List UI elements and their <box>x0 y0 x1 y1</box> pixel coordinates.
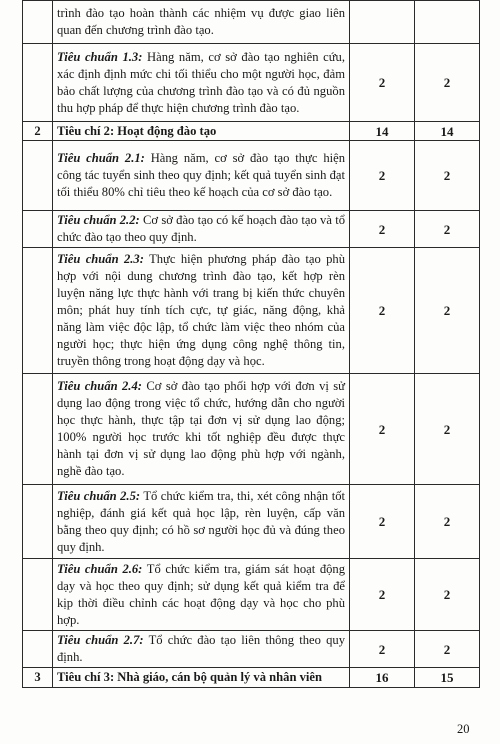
standard-label: Tiêu chuẩn 1.3: <box>57 49 143 64</box>
standard-label: Tiêu chuẩn 2.7: <box>57 633 144 647</box>
standard-description: Hàng năm, cơ sở đào tạo nghiên cứu, xác định định mức chi tối thiểu cho một người học, đảm bảo chất lượng của chương trình đào tạo và có đủ nguồn thu hợp pháp để thực hiện chương trình đào tạo. <box>57 49 345 115</box>
standard-label: Tiêu chuẩn 2.6: <box>57 561 143 576</box>
standard-label: Tiêu chuẩn 2.1: <box>57 151 145 165</box>
standard-label: Tiêu chuẩn 2.3: <box>57 252 144 266</box>
page-number: 20 <box>457 722 470 736</box>
row-number <box>23 44 53 122</box>
score-achieved: 15 <box>415 668 480 688</box>
table-row-standard-2-6 <box>23 559 480 631</box>
score-max: 2 <box>350 631 415 668</box>
row-number <box>23 631 53 668</box>
standard-text <box>53 1 350 44</box>
standard-text <box>53 559 350 631</box>
standard-description: Hàng năm, cơ sở đào tạo thực hiện công tác tuyển sinh theo quy định; kết quả tuyển sinh đạt tối thiểu 80% chỉ tiêu theo kế hoạch của cơ sở đào tạo. <box>57 151 346 199</box>
table-row-standard-2-3 <box>23 248 480 374</box>
score-achieved: 2 <box>415 374 480 485</box>
standard-description: Tổ chức đào tạo liên thông theo quy định. <box>57 633 346 664</box>
table-row-standard-2-5 <box>23 485 480 559</box>
row-number <box>23 141 53 211</box>
score-achieved: 2 <box>415 559 480 631</box>
score-max: 2 <box>350 211 415 248</box>
score-max: 2 <box>350 559 415 631</box>
table-row-criterion-2 <box>23 122 480 141</box>
criterion-number: 3 <box>23 668 53 688</box>
standard-text <box>53 141 350 211</box>
score-achieved: 2 <box>415 248 480 374</box>
score-max <box>350 1 415 44</box>
score-achieved: 2 <box>415 211 480 248</box>
row-number <box>23 559 53 631</box>
standard-description: Thực hiện phương pháp đào tạo phù hợp với nội dung chương trình đào tạo, kết hợp rèn luyện năng lực thực hành với trang bị kiến thức chuyên môn; phát huy tính tích cực, tự giác, năng động, khả năng làm việc độc lập, tổ chức làm việc theo nhóm của người học; thực hiện ứng dụng công nghệ thông tin, truyền thông trong hoạt động dạy và học. <box>57 252 346 368</box>
row-number <box>23 1 53 44</box>
criterion-title: Tiêu chí 3: Nhà giáo, cán bộ quản lý và nhân viên <box>53 668 350 688</box>
table-row-continuation <box>23 1 480 44</box>
row-number <box>23 211 53 248</box>
table-row-standard-2-7 <box>23 631 480 668</box>
score-max: 2 <box>350 374 415 485</box>
standard-description: Cơ sở đào tạo có kế hoạch đào tạo và tổ chức đào tạo theo quy định. <box>57 213 345 244</box>
criterion-number: 2 <box>23 122 53 141</box>
score-max: 2 <box>350 485 415 559</box>
score-max: 14 <box>350 122 415 141</box>
standard-text <box>53 374 350 485</box>
score-max: 2 <box>350 44 415 122</box>
standard-description: Tổ chức kiểm tra, thi, xét công nhận tốt nghiệp, đánh giá kết quả học lập, rèn luyện, cấp văn bằng theo quy định; có hồ sơ người học đủ và đúng theo quy định. <box>57 488 345 554</box>
score-achieved: 2 <box>415 141 480 211</box>
standard-text <box>53 248 350 374</box>
score-achieved: 2 <box>415 44 480 122</box>
standard-text <box>53 211 350 248</box>
standard-text <box>53 631 350 668</box>
table-row-standard-2-4 <box>23 374 480 485</box>
score-achieved <box>415 1 480 44</box>
standard-text <box>53 44 350 122</box>
evaluation-table <box>22 0 480 688</box>
score-max: 2 <box>350 141 415 211</box>
score-achieved: 2 <box>415 631 480 668</box>
score-max: 2 <box>350 248 415 374</box>
standard-description: Cơ sở đào tạo phối hợp với đơn vị sử dụng lao động trong việc tổ chức, hướng dẫn cho người học thực hành, thực tập tại đơn vị sử dụng lao động; 100% người học trước khi tốt nghiệp đều được thực hành tại đơn vị sử dụng lao động phù hợp với ngành, nghề đào tạo. <box>57 379 345 478</box>
row-number <box>23 374 53 485</box>
score-achieved: 2 <box>415 485 480 559</box>
standard-description: trình đào tạo hoàn thành các nhiệm vụ được giao liên quan đến chương trình đào tạo. <box>57 6 345 37</box>
row-number <box>23 248 53 374</box>
table-row-criterion-3 <box>23 668 480 688</box>
standard-description: Tổ chức kiểm tra, giám sát hoạt động dạy và học theo quy định; sử dụng kết quả kiểm tra để kịp thời điều chỉnh các hoạt động dạy và học cho phù hợp. <box>57 561 346 627</box>
score-max: 16 <box>350 668 415 688</box>
table-row-standard-1-3 <box>23 44 480 122</box>
standard-label: Tiêu chuẩn 2.4: <box>57 379 142 393</box>
table-row-standard-2-1 <box>23 141 480 211</box>
score-achieved: 14 <box>415 122 480 141</box>
criterion-title: Tiêu chí 2: Hoạt động đào tạo <box>53 122 350 141</box>
standard-text <box>53 485 350 559</box>
evaluation-table-body <box>23 1 480 688</box>
row-number <box>23 485 53 559</box>
standard-label: Tiêu chuẩn 2.2: <box>57 213 140 227</box>
standard-label: Tiêu chuẩn 2.5: <box>57 488 141 503</box>
table-row-standard-2-2 <box>23 211 480 248</box>
